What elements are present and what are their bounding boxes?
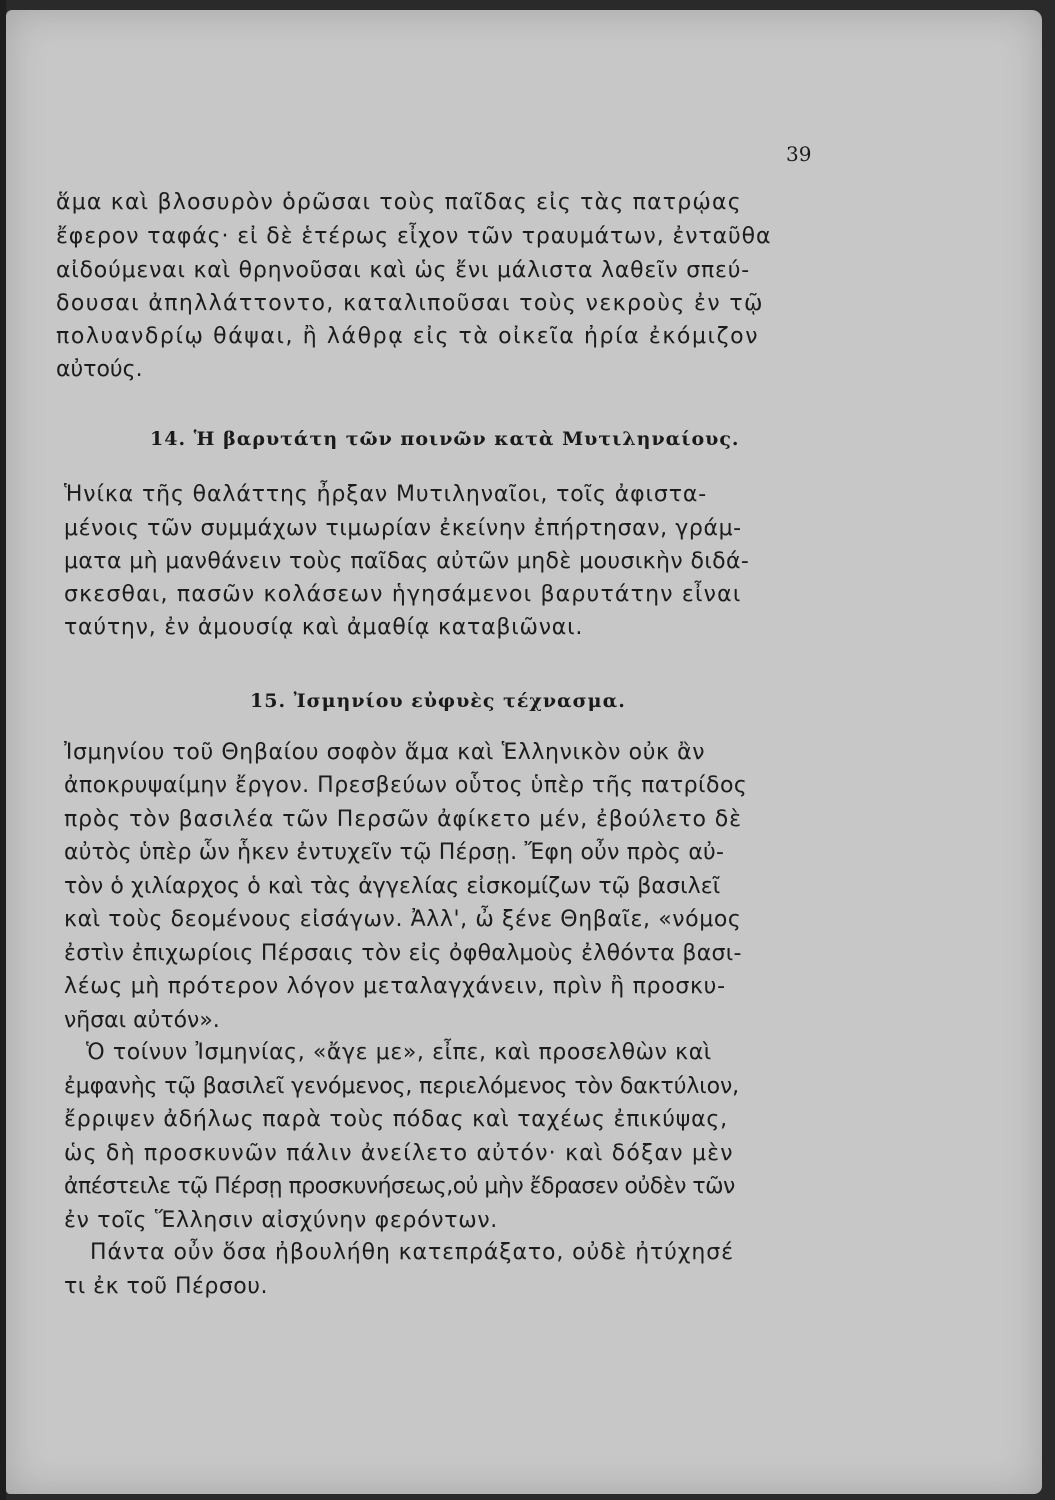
text-line: αἰδούμεναι καὶ θρηνοῦσαι καὶ ὡς ἔνι μάλιστα λαθεῖν σπεύ- [56,258,750,283]
text-line: ἀπέστειλε τῷ Πέρσῃ προσκυνήσεως,οὐ μὴν ἔδρασεν οὐδὲν τῶν [64,1174,735,1199]
text-line: αὐτὸς ὑπὲρ ὧν ἧκεν ἐντυχεῖν τῷ Πέρσῃ. Ἔφη οὖν πρὸς αὐ- [64,840,725,865]
text-line: δουσαι ἀπηλλάττοντο, καταλιποῦσαι τοὺς νεκροὺς ἐν τῷ [56,291,764,316]
text-line: ἅμα καὶ βλοσυρὸν ὁρῶσαι τοὺς παῖδας εἰς τὰς πατρῴας [56,190,742,215]
text-line: ματα μὴ μανθάνειν τοὺς παῖδας αὐτῶν μηδὲ μουσικὴν διδά- [64,549,750,574]
text-line: πολυανδρίῳ θάψαι, ἢ λάθρᾳ εἰς τὰ οἰκεῖα ἠρία ἐκόμιζον [56,324,760,349]
text-line: Πάντα οὖν ὅσα ἠβουλήθη κατεπράξατο, οὐδὲ ἠτύχησέ [90,1240,734,1265]
text-line: Ἡνίκα τῆς θαλάττης ἦρξαν Μυτιληναῖοι, τοῖς ἀφιστα- [64,482,708,507]
section-heading-14: 14. Ἡ βαρυτάτη τῶν ποινῶν κατὰ Μυτιληναίους. [150,428,740,450]
text-line: ὡς δὴ προσκυνῶν πάλιν ἀνείλετο αὐτόν· καὶ δόξαν μὲν [64,1141,734,1166]
text-line: νῆσαι αὐτόν». [64,1008,220,1033]
text-line: Ἰσμηνίου τοῦ Θηβαίου σοφὸν ἅμα καὶ Ἑλληνικὸν οὐκ ἂν [64,740,706,765]
text-line: τι ἐκ τοῦ Πέρσου. [64,1274,268,1299]
text-line: ἔφερον ταφάς· εἰ δὲ ἑτέρως εἶχον τῶν τραυμάτων, ἐνταῦθα [56,224,772,249]
text-line: μένοις τῶν συμμάχων τιμωρίαν ἐκείνην ἐπήρτησαν, γράμ- [64,516,742,541]
text-line: ἐστὶν ἐπιχωρίοις Πέρσαις τὸν εἰς ὀφθαλμοὺς ἐλθόντα βασι- [64,941,742,966]
text-line: αὐτούς. [56,357,143,382]
text-line: ἔρριψεν ἀδήλως παρὰ τοὺς πόδας καὶ ταχέως ἐπικύψας, [64,1107,728,1132]
text-line: σκεσθαι, πασῶν κολάσεων ἡγησάμενοι βαρυτάτην εἶναι [64,582,742,607]
page-number: 39 [786,142,812,166]
section-heading-15: 15. Ἰσμηνίου εὐφυὲς τέχνασμα. [250,690,626,712]
text-line: ἐμφανὴς τῷ βασιλεῖ γενόμενος, περιελόμενος τὸν δακτύλιον, [64,1074,740,1099]
text-line: λέως μὴ πρότερον λόγον μεταλαγχάνειν, πρὶν ἢ προσκυ- [64,974,726,999]
text-line: τὸν ὁ χιλίαρχος ὁ καὶ τὰς ἀγγελίας εἰσκομίζων τῷ βασιλεῖ [64,874,721,899]
text-line: ἀποκρυψαίμην ἔργον. Πρεσβεύων οὗτος ὑπὲρ τῆς πατρίδος [64,773,748,798]
text-line: πρὸς τὸν βασιλέα τῶν Περσῶν ἀφίκετο μέν, ἐβούλετο δὲ [64,807,742,832]
text-line: Ὁ τοίνυν Ἰσμηνίας, «ἄγε με», εἶπε, καὶ προσελθὼν καὶ [86,1040,712,1065]
text-line: ταύτην, ἐν ἀμουσίᾳ καὶ ἀμαθίᾳ καταβιῶναι. [64,615,584,640]
text-line: καὶ τοὺς δεομένους εἰσάγων. Ἀλλ', ὦ ξένε Θηβαῖε, «νόμος [64,907,742,932]
text-line: ἐν τοῖς Ἕλλησιν αἰσχύνην φερόντων. [64,1208,499,1233]
